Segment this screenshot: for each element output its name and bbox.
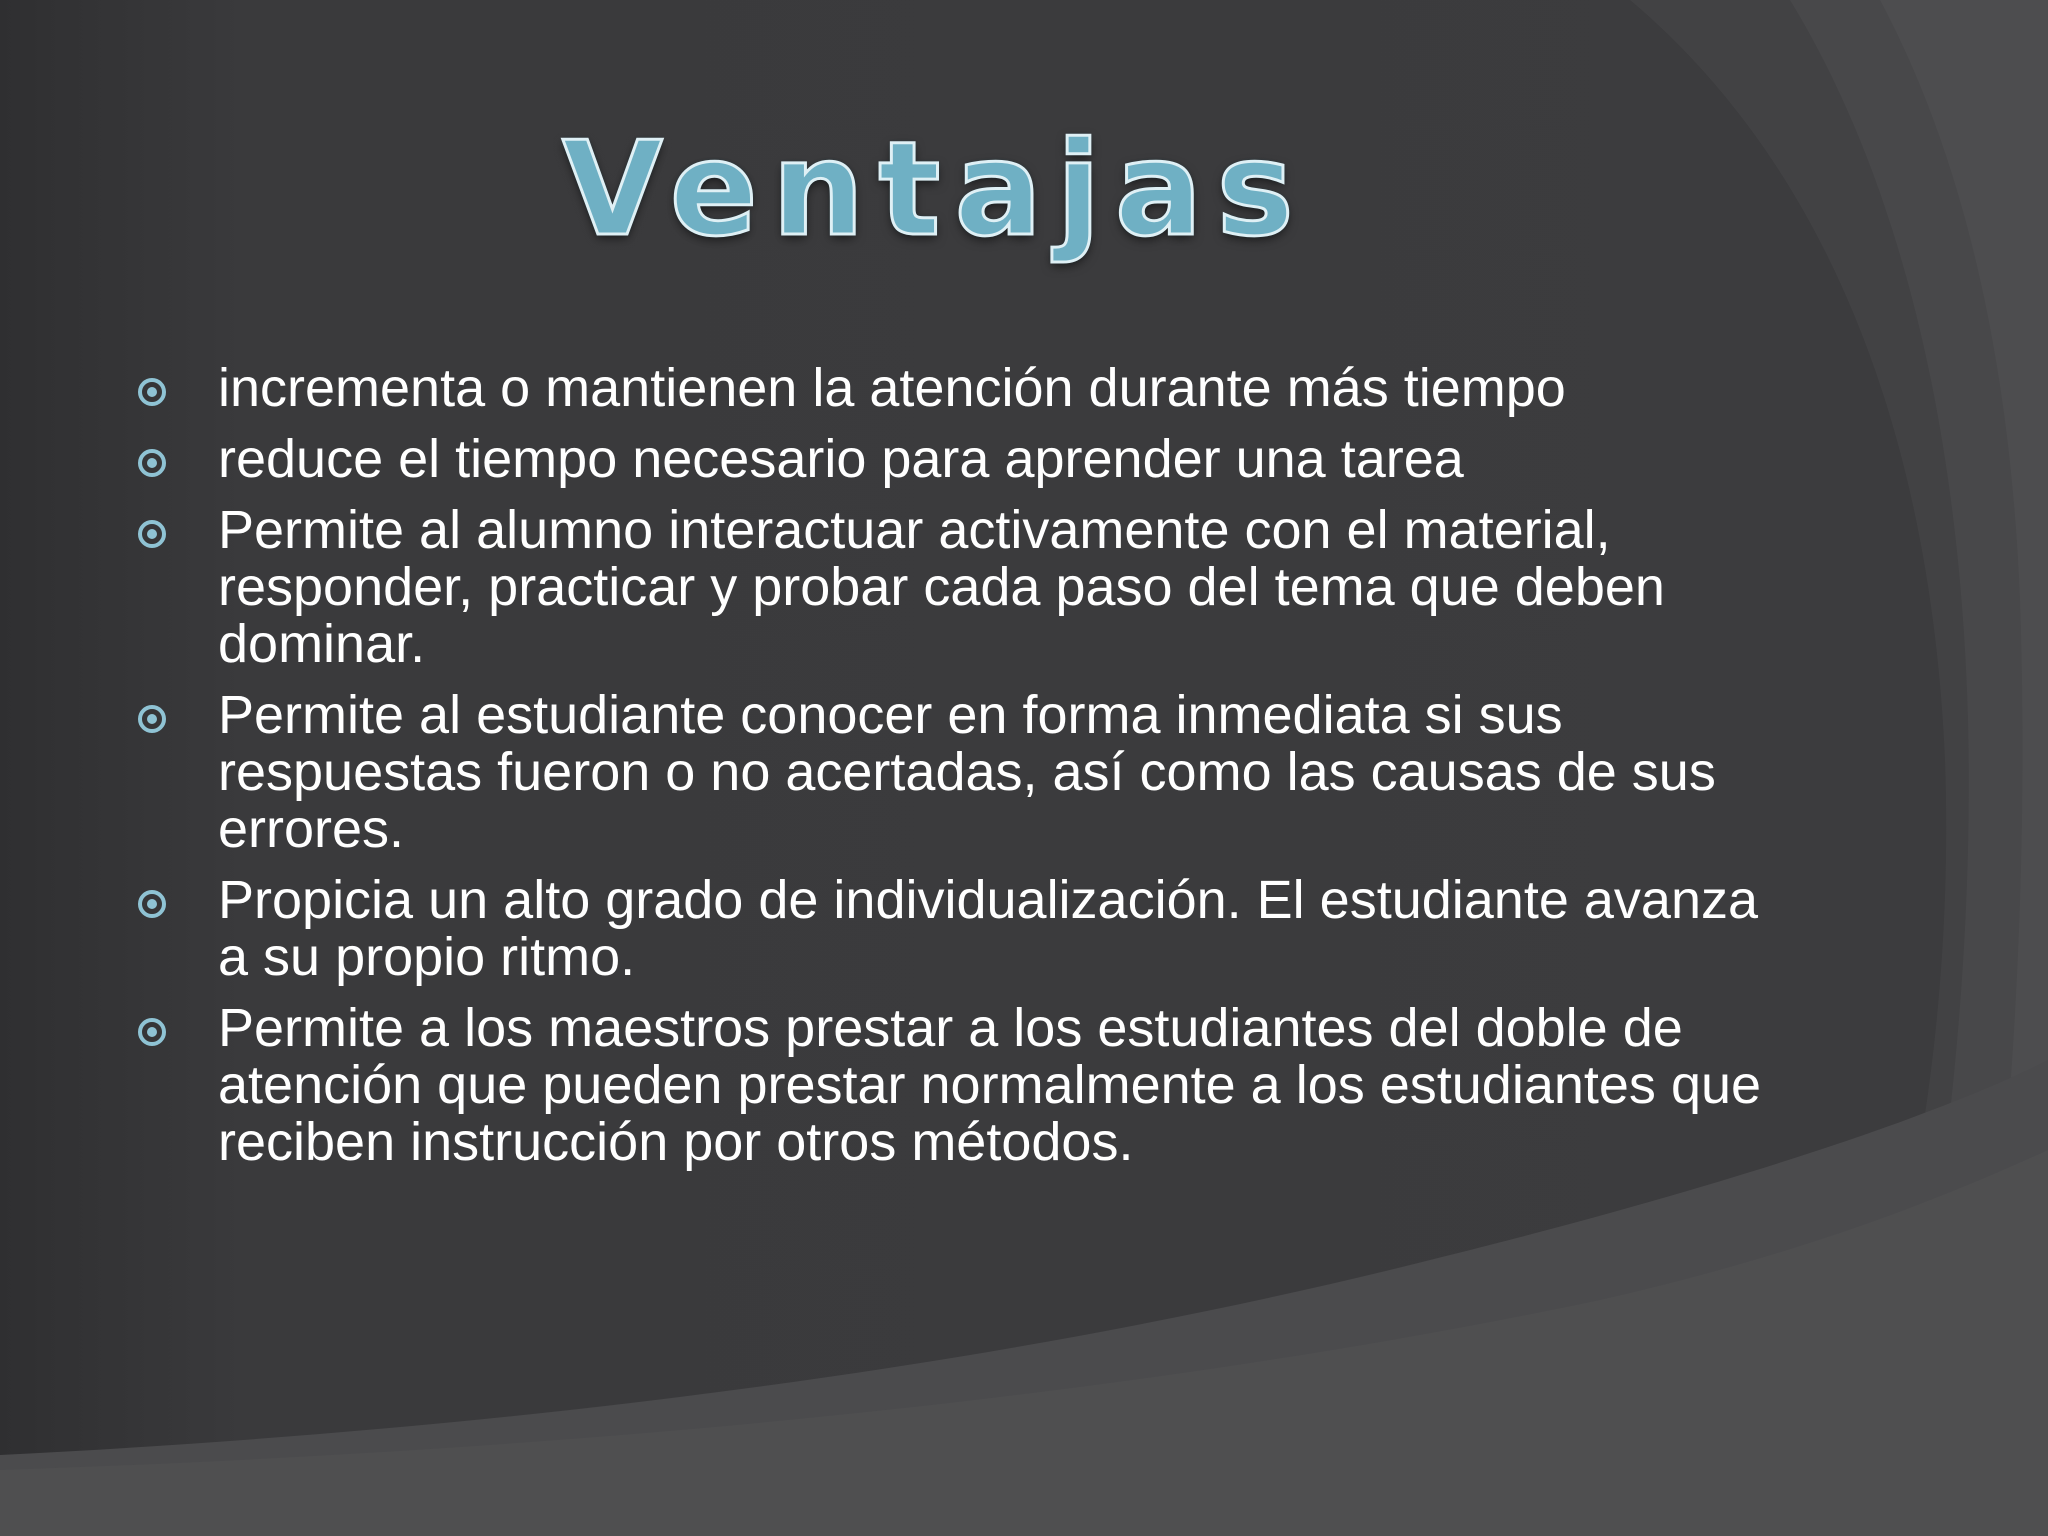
target-circle-icon [138,1018,166,1046]
target-circle-icon [138,520,166,548]
target-circle-icon [138,449,166,477]
bullet-item [128,1000,1778,1171]
bullet-text: Permite al estudiante conocer en forma inmediata si sus respuestas fueron o no acertadas, así como las causas de sus errores. [218,685,1716,859]
bullet-item [128,687,1778,858]
bullet-text: reduce el tiempo necesario para aprender una tarea [218,429,1464,489]
bullet-text: Permite al alumno interactuar activamente con el material, responder, practicar y probar cada paso del tema que deben dominar. [218,500,1665,674]
bullet-list [128,360,1778,1185]
bullet-item [128,431,1778,488]
bullet-item [128,502,1778,673]
target-circle-icon [138,378,166,406]
target-circle-icon [138,705,166,733]
bullet-text: Propicia un alto grado de individualización. El estudiante avanza a su propio ritmo. [218,870,1759,987]
bullet-item [128,872,1778,986]
bullet-text: Permite a los maestros prestar a los estudiantes del doble de atención que pueden prestar normalmente a los estudiantes que reciben instrucción por otros métodos. [218,998,1762,1172]
bullet-item [128,360,1778,417]
slide-title: Ventajas [562,113,1308,265]
bullet-text: incrementa o mantienen la atención durante más tiempo [218,358,1566,418]
target-circle-icon [138,890,166,918]
